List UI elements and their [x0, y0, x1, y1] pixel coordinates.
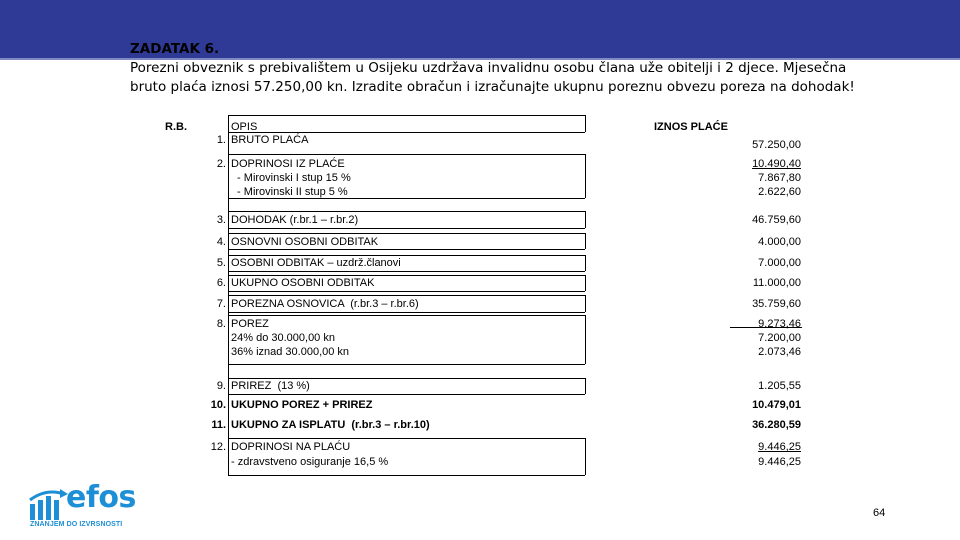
row-number: 12. — [210, 441, 226, 453]
table-divider — [585, 378, 586, 394]
row-description: OSOBNI ODBITAK – uzdrž.članovi — [231, 257, 401, 269]
table-divider — [228, 295, 585, 296]
table-divider — [228, 132, 585, 133]
row-description: POREZ — [231, 318, 269, 330]
header-iznos: IZNOS PLAĆE — [654, 121, 728, 133]
table-divider — [228, 233, 585, 234]
table-divider — [228, 438, 585, 439]
row-amount: 11.000,00 — [752, 277, 801, 289]
row-number: 2. — [216, 158, 226, 170]
row-number: 11. — [211, 419, 226, 431]
table-divider — [228, 249, 585, 250]
table-divider — [228, 115, 585, 116]
table-divider — [228, 315, 585, 316]
row-amount: 7.000,00 — [758, 257, 801, 269]
table-divider — [585, 315, 586, 364]
row-description: OSNOVNI OSOBNI ODBITAK — [231, 236, 379, 248]
table-divider — [585, 233, 586, 249]
row-number: 10. — [210, 399, 226, 411]
table-divider — [585, 295, 586, 312]
table-divider — [228, 475, 585, 476]
table-divider — [228, 275, 585, 276]
efos-logo-text: efos — [66, 480, 136, 515]
row-sub-description: - zdravstveno osiguranje 16,5 % — [231, 456, 389, 468]
row-description: UKUPNO POREZ + PRIREZ — [231, 399, 373, 411]
row-amount: 57.250,00 — [752, 139, 801, 151]
table-divider — [585, 154, 586, 198]
page-number: 64 — [873, 507, 886, 519]
row-sub-description: 24% do 30.000,00 kn — [231, 332, 335, 344]
row-number: 9. — [216, 380, 226, 392]
row-sub-amount: 7.867,80 — [758, 172, 801, 184]
row-description: UKUPNO ZA ISPLATU (r.br.3 – r.br.10) — [231, 419, 430, 431]
row-amount: 10.479,01 — [752, 399, 801, 411]
row-amount: 9.273,46 — [758, 318, 801, 330]
row-description: UKUPNO OSOBNI ODBITAK — [231, 277, 375, 289]
table-divider — [228, 394, 585, 395]
row-amount: 36.280,59 — [752, 419, 801, 431]
row-number: 1. — [216, 134, 226, 146]
table-divider — [228, 271, 585, 272]
table-divider — [585, 115, 586, 132]
table-divider — [585, 255, 586, 271]
row-amount: 4.000,00 — [758, 236, 801, 248]
row-number: 7. — [216, 298, 226, 310]
row-sub-description: - Mirovinski II stup 5 % — [234, 186, 348, 198]
row-amount: 46.759,60 — [752, 214, 801, 226]
row-sub-amount: 7.200,00 — [758, 332, 801, 344]
row-sub-description: - Mirovinski I stup 15 % — [234, 172, 351, 184]
table-divider — [228, 228, 585, 229]
efos-logo-tagline: ZNANJEM DO IZVRSNOSTI — [30, 521, 123, 528]
row-sub-amount: 2.073,46 — [758, 346, 801, 358]
task-description: Porezni obveznik s prebivalištem u Osijeku uzdržava invalidnu osobu člana uže obitelji i 2 djece. Mjesečna bruto plaća iznosi 57.250,00 kn. Izradite obračun i izračunajte ukupnu poreznu obvezu poreza na dohodak! — [130, 60, 855, 95]
row-description: PRIREZ (13 %) — [231, 380, 310, 392]
table-divider — [228, 364, 585, 365]
table-divider — [228, 255, 585, 256]
row-number: 8. — [216, 318, 226, 330]
row-sub-description: 36% iznad 30.000,00 kn — [231, 346, 350, 358]
row-number: 5. — [216, 257, 226, 269]
row-amount: 10.490,40 — [752, 158, 801, 170]
table-divider — [228, 198, 585, 199]
row-number: 6. — [216, 277, 226, 289]
table-divider — [585, 211, 586, 228]
row-amount: 35.759,60 — [752, 298, 801, 310]
row-sub-amount: 2.622,60 — [758, 186, 801, 198]
table-divider — [228, 312, 585, 313]
row-sub-amount: 9.446,25 — [758, 456, 801, 468]
table-divider — [228, 154, 585, 155]
row-number: 4. — [216, 236, 226, 248]
row-description: BRUTO PLAĆA — [231, 134, 309, 146]
row-amount: 1.205,55 — [758, 380, 801, 392]
row-description: DOPRINOSI IZ PLAĆE — [231, 158, 345, 170]
table-divider — [585, 275, 586, 291]
table-divider — [228, 291, 585, 292]
row-description: DOHODAK (r.br.1 – r.br.2) — [231, 214, 359, 226]
table-divider — [228, 211, 585, 212]
row-description: POREZNA OSNOVICA (r.br.3 – r.br.6) — [231, 298, 419, 310]
row-number: 3. — [216, 214, 226, 226]
task-title: ZADATAK 6. — [130, 41, 220, 57]
row-description: DOPRINOSI NA PLAĆU — [231, 441, 351, 453]
header-opis: OPIS — [231, 121, 258, 133]
table-divider — [585, 438, 586, 475]
row-amount: 9.446,25 — [758, 441, 801, 453]
table-divider — [228, 378, 585, 379]
header-rb: R.B. — [165, 121, 187, 133]
